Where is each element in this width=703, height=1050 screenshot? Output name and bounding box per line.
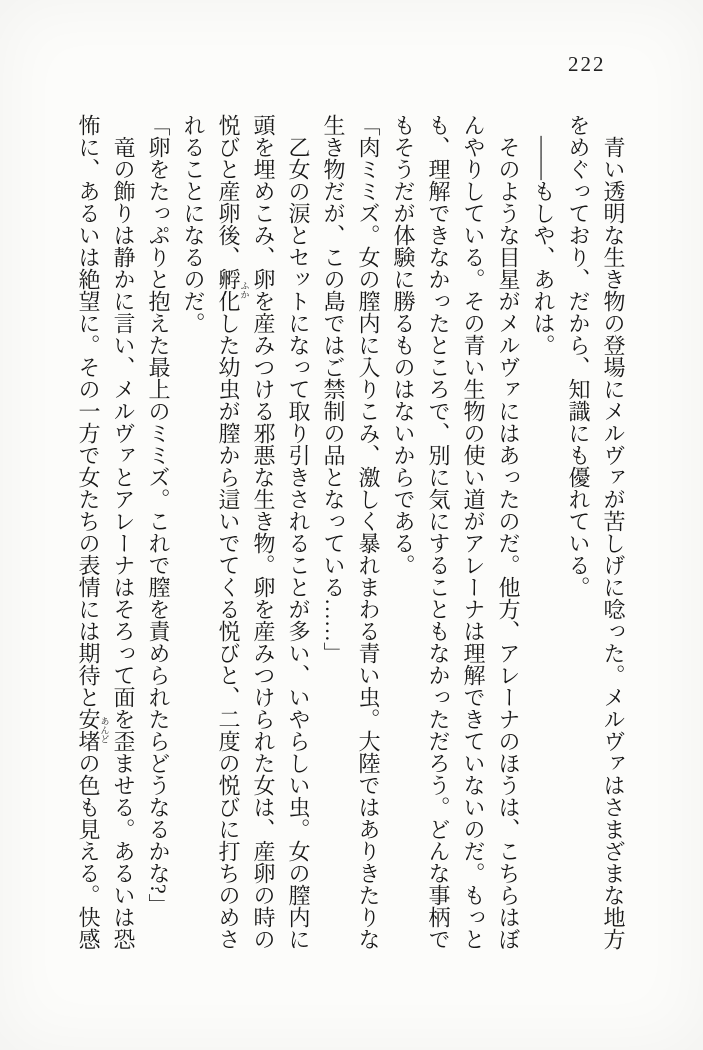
page-number: 222 bbox=[568, 52, 606, 76]
paragraph-4: 「肉ミミズ。女の膣内に入りこみ、激しく暴れまわる青い虫。大陸ではありきたりな生き物だが、この島ではご禁制の品となっている……」 bbox=[321, 114, 381, 950]
paragraph-5: 乙女の涙とセットになって取り引きされることが多い、いやらしい虫。女の膣内に頭を埋めこみ、卵を産みつける邪悪な生き物。卵を産みつけられた女は、産卵の時の悦びと産卵後、孵化ふかした幼虫が膣から這いでてくる悦びと、二度の悦びに打ちのめされることになるのだ。 bbox=[181, 114, 311, 950]
furigana-word: 安堵あんど bbox=[76, 708, 110, 752]
paragraph-6: 「卵をたっぷりと抱えた最上のミミズ。これで膣を責められたらどうなるかな?」 bbox=[146, 114, 171, 916]
paragraph-7: 竜の飾りは静かに言い、メルヴァとアレーナはそろって面を歪ませる。あるいは恐怖に、あるいは絶望に。その一方で女たちの表情には期待と安堵あんどの色も見える。快感 bbox=[76, 114, 136, 950]
furigana-word: 孵化ふか bbox=[216, 268, 250, 312]
paragraph-2: ――もしや、あれは。 bbox=[531, 136, 556, 356]
paragraph-1: 青い透明な生き物の登場にメルヴァが苦しげに唸った。メルヴァはさまざまな地方をめぐっており、だから、知識にも優れている。 bbox=[566, 114, 626, 950]
paragraph-3: そのような目星がメルヴァにはあったのだ。他方、アレーナのほうは、こちらはぼんやりしている。その青い生物の使い道がアレーナは理解できていないのだ。もっとも、理解できなかったところで、別に気にすることもなかっただろう。どんな事柄でもそうだが体験に勝るものはないからである。 bbox=[391, 114, 521, 950]
text-block bbox=[69, 114, 631, 952]
